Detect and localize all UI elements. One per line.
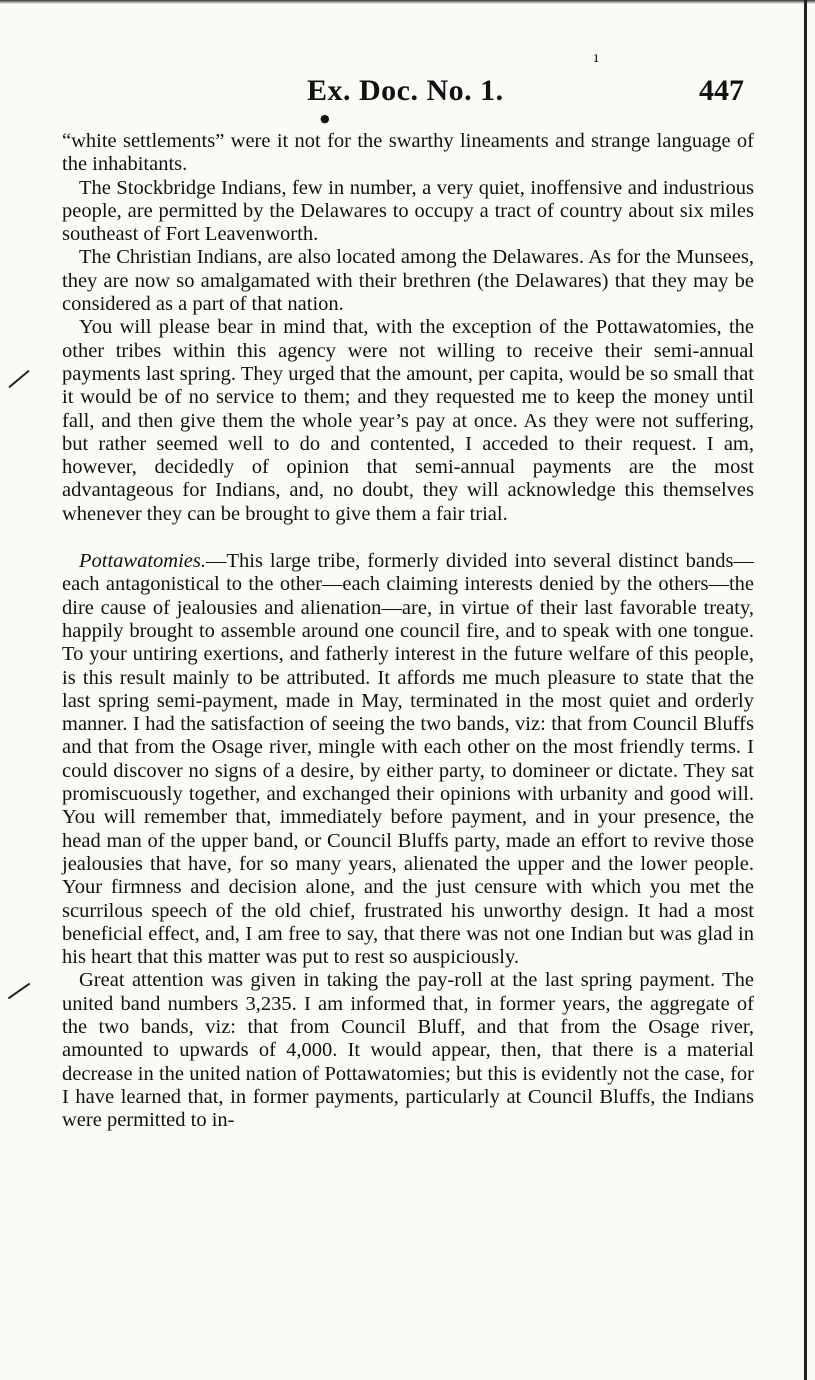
paragraph-body: —This large tribe, formerly divided into several distinct bands—each antagonistical to the other—each claiming interests denied by the others—the dire cause of jealousies and alienation—are, in virtue of their last favorable treaty, happily brought to assemble around one council fire, and to speak with one tongue. To your untiring exertions, and fatherly interest in the future welfare of this people, is this result mainly to be attributed. It affords me much pleasure to state that the last spring semi-payment, made in May, terminated in the most quiet and orderly manner. I had the satisfaction of seeing the two bands, viz: that from Council Bluffs and that from the Osage river, mingle with each other on the most friendly terms. I could discover no signs of a desire, by either party, to domineer or dictate. They sat promiscuously together, and exchanged their opinions with urbanity and good will. You will remember that, immediately before payment, and in your presence, the head man of the upper band, or Council Bluffs party, made an effort to revive those jealousies that have, for so many years, alienated the upper and the lower people. Your firmness and decision alone, and the just censure with which you met the scurrilous speech of the old chief, frustrated his unworthy design. It had a most beneficial effect, and, I am free to say, that there was not one Indian but was glad in his heart that this matter was put to rest so auspiciously. (62, 550, 754, 969)
section-lead: Pottawatomies. (79, 550, 206, 573)
margin-tick-mark (8, 983, 30, 1000)
running-header (60, 74, 750, 114)
print-speck: ı (594, 50, 599, 66)
paragraph: Great attention was given in taking the pay-roll at the last spring payment. The united band numbers 3,235. I am informed that, in former years, the aggregate of the two bands, viz: that from Council Bluff, and that from the Osage river, amounted to upwards of 4,000. It would appear, then, that there is a material decrease in the united nation of Pottawatomies; but this is evidently not the case, for I have learned that, in former payments, particularly at Council Bluffs, the Indians were permitted to in- (62, 969, 754, 1132)
print-speck: ● (320, 112, 330, 125)
paragraph: “white settlements” were it not for the swarthy lineaments and strange language of the inhabitants. (62, 130, 754, 176)
paragraph: The Christian Indians, are also located among the Delawares. As for the Munsees, they are now so amalgamated with their brethren (the Delawares) that they may be considered as a part of that nation. (62, 246, 754, 316)
paragraph: The Stockbridge Indians, few in number, a very quiet, inoffensive and industrious people, are permitted by the Delawares to occupy a tract of country about six miles southeast of Fort Leavenworth. (62, 176, 754, 246)
document-title: Ex. Doc. No. 1. (307, 74, 504, 107)
page-number: 447 (699, 74, 744, 107)
body-text (62, 130, 754, 1132)
paragraph: You will please bear in mind that, with the exception of the Pottawatomies, the other tribes within this agency were not willing to receive their semi-annual payments last spring. They urged that the amount, per capita, would be so small that it would be of no service to them; and they requested me to keep the money until fall, and then give them the whole year’s pay at once. As they were not suffering, but rather seemed well to do and contented, I acceded to their request. I am, however, decidedly of opinion that semi-annual payments are the most advantageous for Indians, and, no doubt, they will acknowledge this themselves whenever they can be brought to give them a fair trial. (62, 316, 754, 525)
margin-tick-mark (8, 370, 29, 388)
paragraph-pottawatomies (62, 550, 754, 969)
page-top-edge (0, 0, 815, 4)
page-right-edge (804, 0, 807, 1380)
